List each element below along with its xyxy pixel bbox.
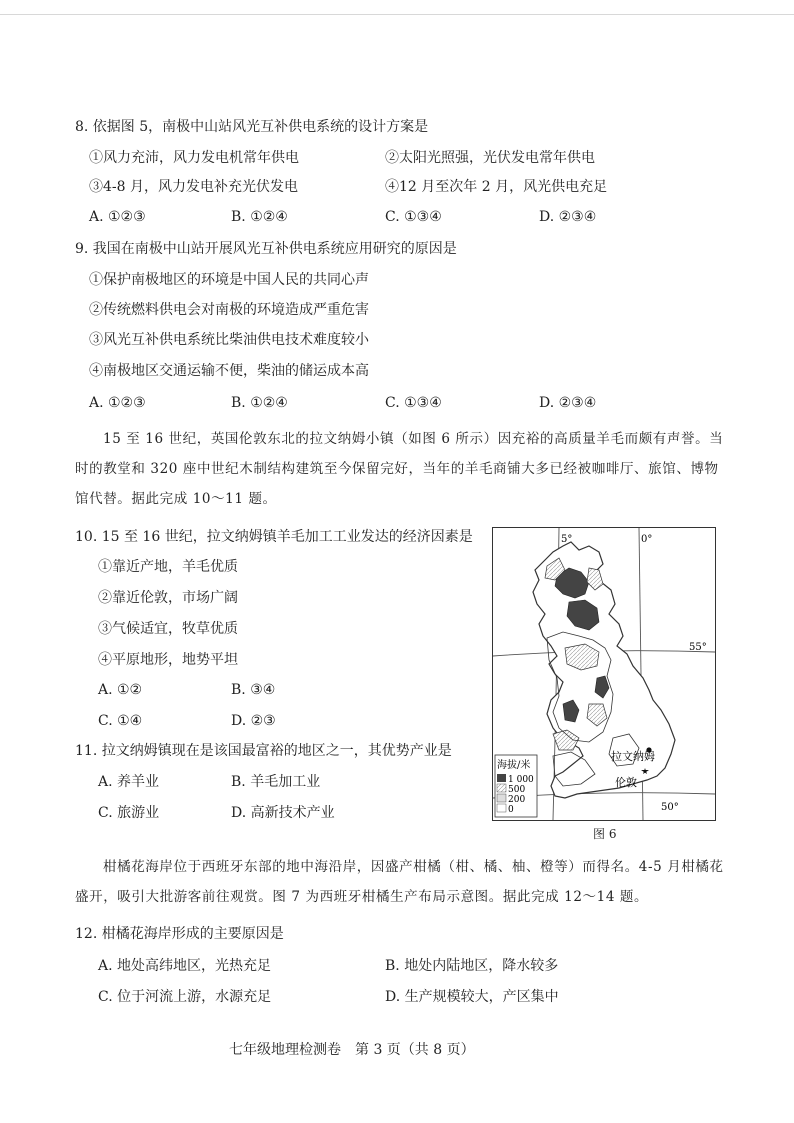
- britain-relief-map: [493, 528, 715, 820]
- q10-choice-a: A. ①②: [98, 682, 143, 698]
- elevation-legend: [495, 755, 537, 817]
- q11-stem: 11. 拉文纳姆镇现在是该国最富裕的地区之一，其优势产业是: [75, 743, 452, 759]
- q11-choice-b: B. 羊毛加工业: [231, 774, 321, 790]
- legend-value-200: 200: [508, 795, 526, 805]
- legend-title: 海拔/米: [497, 760, 531, 771]
- figure-6-map: [492, 527, 716, 821]
- q9-choice-a: A. ①②③: [89, 395, 146, 411]
- legend-swatch-200: [497, 794, 506, 802]
- page-footer: 七年级地理检测卷 第 3 页（共 8 页）: [229, 1042, 475, 1058]
- q11-choice-a: A. 养羊业: [98, 774, 160, 790]
- ravenham-label: 拉文纳姆: [611, 750, 655, 763]
- reading-passage-ravenham: 15 至 16 世纪，英国伦敦东北的拉文纳姆小镇（如图 6 所示）因充裕的高质量羊毛而颇有声誉。当时的教堂和 320 座中世纪木制结构建筑至今保留完好，当年的羊毛商铺大多已经被咖啡厅、旅馆、博物馆代替。据此完成 10～11 题。: [75, 431, 724, 507]
- q10-option-3: ③气候适宜，牧草优质: [98, 621, 238, 637]
- q8-option-1: ①风力充沛，风力发电机常年供电: [89, 150, 299, 166]
- q9-option-2: ②传统燃料供电会对南极的环境造成严重危害: [89, 302, 369, 318]
- q10-option-4: ④平原地形，地势平坦: [98, 652, 238, 668]
- q9-choice-d: D. ②③④: [539, 395, 597, 411]
- q8-choice-a: A. ①②③: [89, 209, 146, 225]
- q12-choice-d: D. 生产规模较大，产区集中: [385, 989, 559, 1005]
- lon-label-0: 0°: [641, 534, 653, 545]
- lat-label-50: 50°: [661, 802, 679, 813]
- q10-option-2: ②靠近伦敦，市场广阔: [98, 590, 238, 606]
- legend-swatch-0: [497, 804, 506, 812]
- legend-value-0: 0: [508, 805, 514, 815]
- q9-choice-c: C. ①③④: [385, 395, 442, 411]
- q9-choice-b: B. ①②④: [231, 395, 288, 411]
- q9-option-4: ④南极地区交通运输不便，柴油的储运成本高: [89, 363, 369, 379]
- q12-stem: 12. 柑橘花海岸形成的主要原因是: [75, 926, 284, 942]
- q9-option-1: ①保护南极地区的环境是中国人民的共同心声: [89, 272, 369, 288]
- legend-value-1000: 1 000: [508, 775, 534, 785]
- q10-stem: 10. 15 至 16 世纪，拉文纳姆镇羊毛加工工业发达的经济因素是: [75, 529, 473, 545]
- figure-6-caption: 图 6: [593, 827, 617, 841]
- q9-stem: 9. 我国在南极中山站开展风光互补供电系统应用研究的原因是: [75, 241, 457, 257]
- reading-passage-orange-blossom-coast: 柑橘花海岸位于西班牙东部的地中海沿岸，因盛产柑橘（柑、橘、柚、橙等）而得名。4-5 月柑橘花盛开，吸引大批游客前往观赏。图 7 为西班牙柑橘生产布局示意图。据此完成 12～14 题。: [75, 859, 724, 905]
- q8-choice-d: D. ②③④: [539, 209, 597, 225]
- q11-choice-c: C. 旅游业: [98, 805, 160, 821]
- q8-option-2: ②太阳光照强，光伏发电常年供电: [385, 150, 595, 166]
- q8-option-4: ④12 月至次年 2 月，风光供电充足: [385, 179, 608, 195]
- legend-value-500: 500: [508, 785, 526, 795]
- q11-choice-d: D. 高新技术产业: [231, 805, 335, 821]
- q12-choice-a: A. 地处高纬地区，光热充足: [98, 958, 272, 974]
- q8-choice-b: B. ①②④: [231, 209, 288, 225]
- lon-label-5: 5°: [561, 534, 573, 545]
- q12-choice-b: B. 地处内陆地区，降水较多: [385, 958, 559, 974]
- lat-label-55: 55°: [689, 642, 707, 653]
- legend-swatch-1000: [497, 774, 506, 782]
- q8-stem: 8. 依据图 5，南极中山站风光互补供电系统的设计方案是: [75, 119, 429, 135]
- q12-choice-c: C. 位于河流上游，水源充足: [98, 989, 272, 1005]
- q9-option-3: ③风光互补供电系统比柴油供电技术难度较小: [89, 332, 369, 348]
- q10-choice-b: B. ③④: [231, 682, 276, 698]
- page-top-rule: [0, 14, 794, 15]
- london-label: 伦敦: [615, 776, 637, 789]
- q8-option-3: ③4-8 月，风力发电补充光伏发电: [89, 179, 298, 195]
- q8-choice-c: C. ①③④: [385, 209, 442, 225]
- q10-option-1: ①靠近产地，羊毛优质: [98, 559, 238, 575]
- q10-choice-d: D. ②③: [231, 713, 276, 729]
- q10-choice-c: C. ①④: [98, 713, 143, 729]
- legend-swatch-500: [497, 784, 506, 792]
